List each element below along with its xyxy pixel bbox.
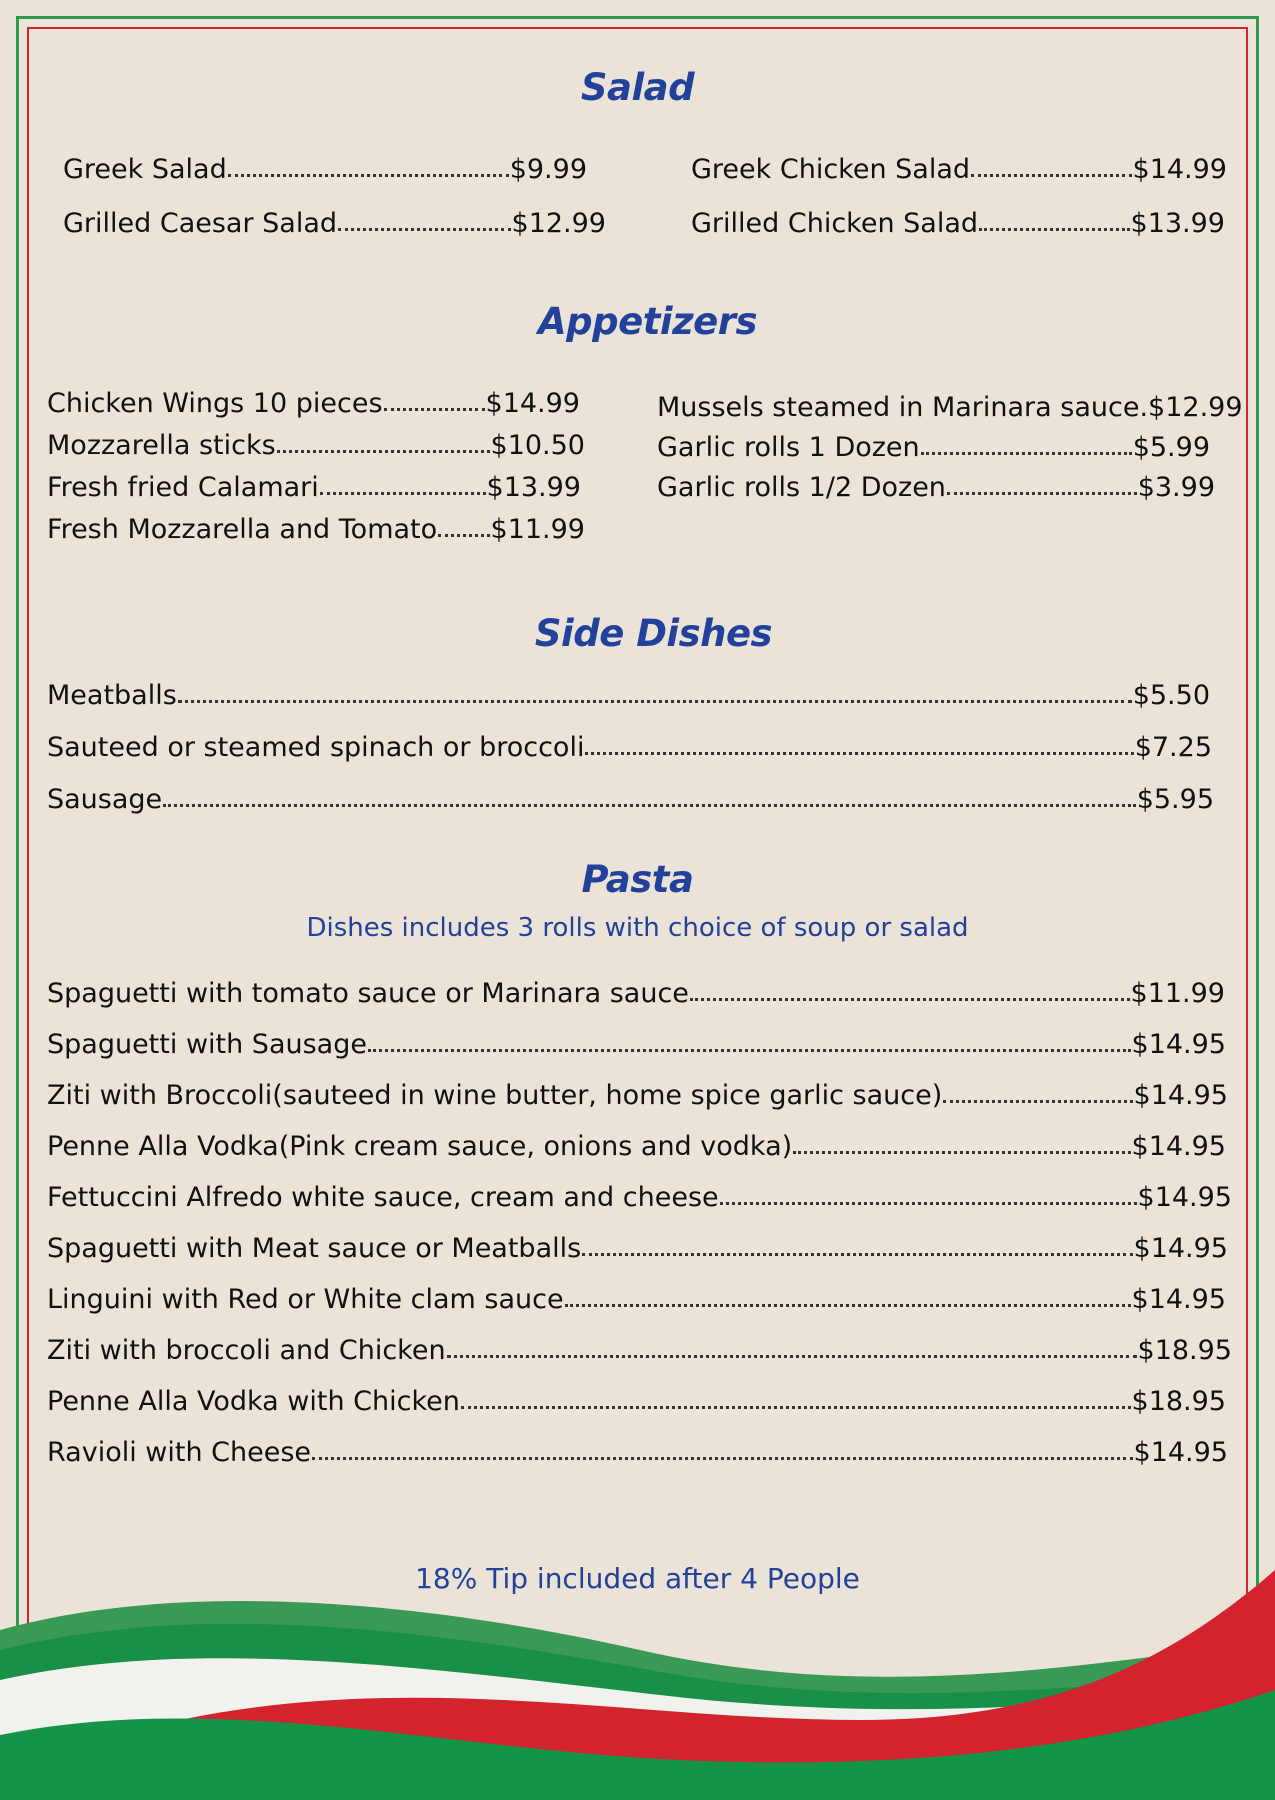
- item-price: $14.99: [1132, 154, 1227, 185]
- item-name: Garlic rolls 1/2 Dozen: [657, 472, 946, 503]
- menu-item: [47, 1133, 1226, 1160]
- dot-leader: [947, 492, 1137, 495]
- item-price: $12.99: [511, 208, 606, 239]
- dot-leader: [582, 1253, 1132, 1256]
- dot-leader: [368, 1049, 1131, 1052]
- item-name: Spaguetti with Meat sauce or Meatballs: [47, 1233, 582, 1264]
- item-price: $11.99: [490, 514, 585, 545]
- menu-item: [691, 156, 1227, 183]
- dot-leader: [312, 1457, 1132, 1460]
- item-price: $5.50: [1132, 680, 1210, 711]
- tip-note: 18% Tip included after 4 People: [415, 1562, 860, 1595]
- item-name: Greek Chicken Salad: [691, 154, 971, 185]
- item-name: Sausage: [47, 784, 163, 815]
- dot-leader: [720, 1202, 1137, 1205]
- dot-leader: [277, 450, 490, 453]
- item-name: Grilled Chicken Salad: [691, 208, 979, 239]
- menu-item: [47, 474, 581, 501]
- dot-leader: [565, 1304, 1131, 1307]
- menu-item: [47, 516, 585, 543]
- menu-item: [47, 1388, 1226, 1415]
- item-price: $18.95: [1137, 1335, 1232, 1366]
- menu-item: [47, 786, 1214, 813]
- item-price: $14.99: [485, 388, 580, 419]
- pasta-subtitle: Dishes includes 3 rolls with choice of soup or salad: [306, 913, 969, 943]
- menu-item: [63, 156, 587, 183]
- item-name: Penne Alla Vodka with Chicken: [47, 1386, 460, 1417]
- dot-leader: [228, 174, 509, 177]
- item-name: Spaguetti with tomato sauce or Marinara sauce: [47, 978, 689, 1009]
- item-name: Fettuccini Alfredo white sauce, cream and cheese: [47, 1182, 719, 1213]
- dot-leader: [585, 752, 1133, 755]
- salad-heading: Salad: [580, 66, 695, 109]
- menu-item: [47, 682, 1210, 709]
- item-name: Sauteed or steamed spinach or broccoli: [47, 732, 585, 763]
- item-name: Grilled Caesar Salad: [63, 208, 338, 239]
- menu-item: [657, 392, 1243, 423]
- item-price: $18.95: [1131, 1386, 1226, 1417]
- item-price: $5.99: [1132, 432, 1210, 463]
- item-price: $11.99: [1130, 978, 1225, 1009]
- menu-item: [47, 1235, 1228, 1262]
- dot-leader: [447, 1355, 1137, 1358]
- dot-leader: [320, 492, 486, 495]
- item-name: Greek Salad: [63, 154, 227, 185]
- dot-leader: [384, 408, 485, 411]
- dot-leader: [338, 228, 510, 231]
- item-name: Ziti with Broccoli(sauteed in wine butter, home spice garlic sauce): [47, 1080, 943, 1111]
- menu-item: [657, 474, 1215, 501]
- item-price: $13.99: [486, 472, 581, 503]
- item-price: $3.99: [1137, 472, 1215, 503]
- dot-leader: [438, 534, 489, 537]
- dot-leader: [943, 1100, 1132, 1103]
- menu-item: [691, 210, 1225, 237]
- item-price: $14.95: [1133, 1437, 1228, 1468]
- side-dishes-heading: Side Dishes: [534, 612, 773, 655]
- item-price: $13.99: [1130, 208, 1225, 239]
- dot-leader: [178, 700, 1132, 703]
- dot-leader: [461, 1406, 1131, 1409]
- menu-item: [47, 1031, 1226, 1058]
- item-price: $14.95: [1131, 1131, 1226, 1162]
- menu-item: [47, 1286, 1226, 1313]
- item-price: $10.50: [490, 430, 585, 461]
- dot-leader: [971, 174, 1131, 177]
- menu-item: [657, 434, 1210, 461]
- item-price: $14.95: [1133, 1233, 1228, 1264]
- item-price: $14.95: [1131, 1284, 1226, 1315]
- dot-leader: [979, 228, 1129, 231]
- menu-item: [47, 1082, 1228, 1109]
- menu-item: [47, 734, 1212, 761]
- item-name: Ziti with broccoli and Chicken: [47, 1335, 446, 1366]
- item-price: $5.95: [1136, 784, 1214, 815]
- pasta-heading: Pasta: [581, 858, 694, 901]
- menu-item: [47, 1184, 1232, 1211]
- dot-leader: [690, 998, 1130, 1001]
- item-price: $7.25: [1134, 732, 1212, 763]
- dot-leader: [921, 452, 1132, 455]
- item-name: Fresh fried Calamari: [47, 472, 319, 503]
- item-price: $12.99: [1148, 392, 1243, 423]
- item-price: $14.95: [1133, 1080, 1228, 1111]
- item-name: Penne Alla Vodka(Pink cream sauce, onions and vodka): [47, 1131, 793, 1162]
- item-name: Linguini with Red or White clam sauce: [47, 1284, 564, 1315]
- item-name: Mozzarella sticks: [47, 430, 276, 461]
- item-name: Chicken Wings 10 pieces: [47, 388, 383, 419]
- item-name: Meatballs: [47, 680, 177, 711]
- menu-item: [47, 1337, 1232, 1364]
- dot-leader: [163, 804, 1136, 807]
- flag-wave-decoration: [0, 1520, 1275, 1800]
- item-name: Ravioli with Cheese: [47, 1437, 312, 1468]
- menu-item: [47, 390, 580, 417]
- dot-leader: [793, 1151, 1130, 1154]
- item-name: Fresh Mozzarella and Tomato: [47, 514, 438, 545]
- item-name: Garlic rolls 1 Dozen: [657, 432, 920, 463]
- item-price: $9.99: [509, 154, 587, 185]
- item-price: $14.95: [1131, 1029, 1226, 1060]
- item-name: Mussels steamed in Marinara sauce.: [657, 392, 1149, 423]
- item-price: $14.95: [1137, 1182, 1232, 1213]
- menu-item: [47, 980, 1225, 1007]
- item-name: Spaguetti with Sausage: [47, 1029, 367, 1060]
- menu-item: [47, 1439, 1228, 1466]
- menu-item: [47, 432, 585, 459]
- menu-item: [63, 210, 606, 237]
- appetizers-heading: Appetizers: [538, 300, 757, 343]
